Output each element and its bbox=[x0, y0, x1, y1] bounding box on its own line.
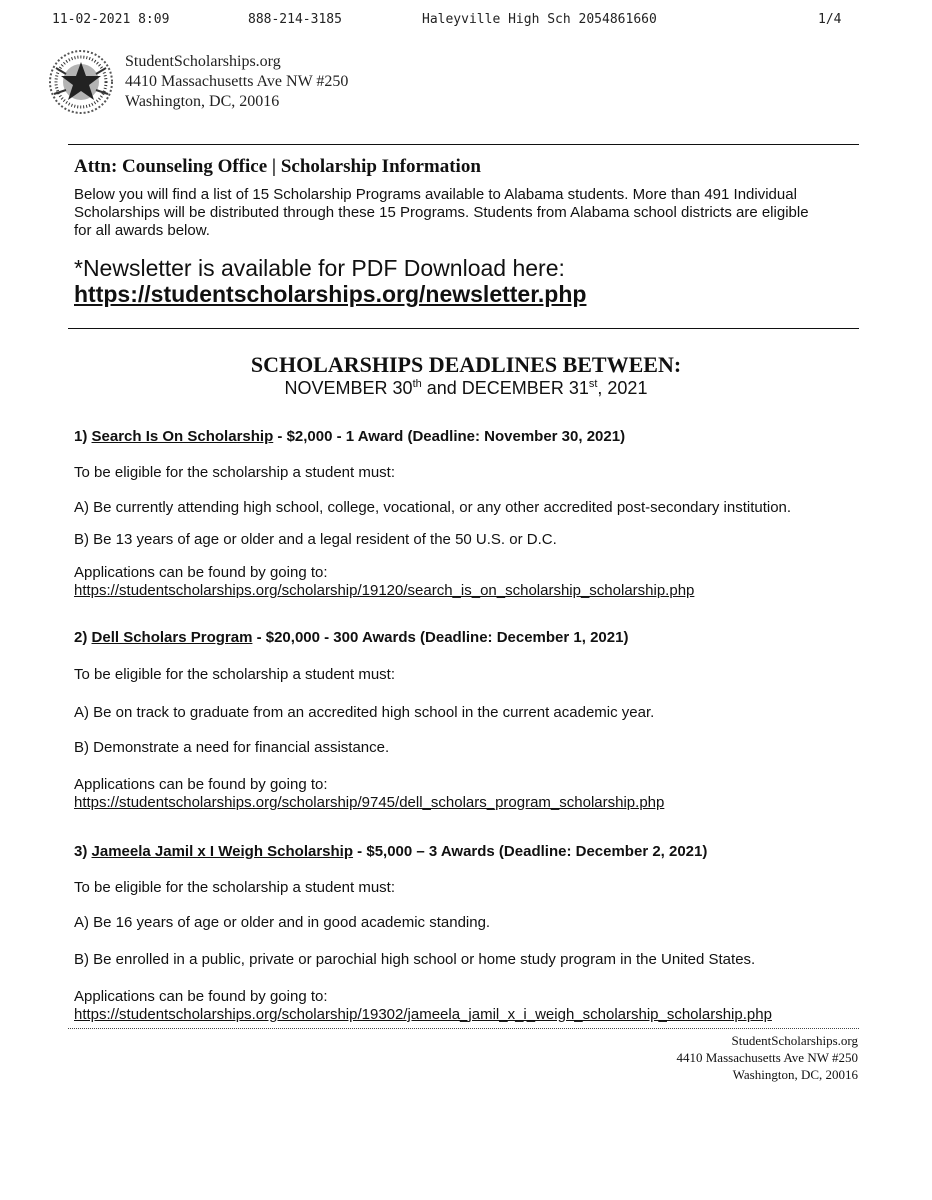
requirement-a: A) Be currently attending high school, college, vocational, or any other accredited post-secondary institution. bbox=[74, 499, 792, 516]
apply-text: Applications can be found by going to: bbox=[74, 988, 328, 1005]
fax-header bbox=[0, 12, 932, 32]
scholarship-number: 3) bbox=[74, 843, 88, 860]
newsletter-text: *Newsletter is available for PDF Download here: bbox=[74, 255, 565, 281]
scholarship-details: - $20,000 - 300 Awards (Deadline: December 1, 2021) bbox=[252, 629, 629, 646]
ordinal-suffix: st bbox=[588, 378, 598, 390]
application-link[interactable]: https://studentscholarships.org/scholarship/9745/dell_scholars_program_scholarship.php bbox=[74, 794, 665, 811]
scholarship-details: - $5,000 – 3 Awards (Deadline: December 2, 2021) bbox=[353, 843, 708, 860]
footer-address-line2: Washington, DC, 20016 bbox=[732, 1067, 858, 1082]
intro-line: Below you will find a list of 15 Scholarship Programs available to Alabama students. More than 491 Individual bbox=[74, 186, 797, 203]
divider bbox=[68, 328, 859, 329]
fax-sender: Haleyville High Sch 2054861660 bbox=[422, 12, 657, 27]
deadline-start: NOVEMBER 30 bbox=[284, 378, 413, 398]
footer-address-block bbox=[677, 1032, 859, 1083]
intro-line: Scholarships will be distributed through these 15 Programs. Students from Alabama school districts are eligible bbox=[74, 204, 809, 221]
requirement-a: A) Be 16 years of age or older and in good academic standing. bbox=[74, 914, 491, 931]
apply-text: Applications can be found by going to: bbox=[74, 776, 328, 793]
org-address-line2: Washington, DC, 20016 bbox=[125, 93, 280, 110]
footer-address-line1: 4410 Massachusetts Ave NW #250 bbox=[676, 1050, 858, 1065]
intro-line: for all awards below. bbox=[74, 222, 210, 239]
requirement-b: B) Be enrolled in a public, private or parochial high school or home study program in the United States. bbox=[74, 951, 756, 968]
apply-text: Applications can be found by going to: bbox=[74, 564, 328, 581]
scholarship-name[interactable]: Search Is On Scholarship bbox=[91, 428, 274, 445]
requirement-b: B) Be 13 years of age or older and a legal resident of the 50 U.S. or D.C. bbox=[74, 531, 557, 548]
org-address-block bbox=[125, 52, 348, 112]
scholarship-heading bbox=[74, 843, 707, 860]
requirement-b: B) Demonstrate a need for financial assistance. bbox=[74, 739, 390, 756]
seal-logo-icon bbox=[46, 48, 116, 116]
ordinal-suffix: th bbox=[412, 378, 422, 390]
org-address-line1: 4410 Massachusetts Ave NW #250 bbox=[125, 73, 349, 90]
eligibility-intro: To be eligible for the scholarship a student must: bbox=[74, 879, 396, 896]
newsletter-link[interactable]: https://studentscholarships.org/newsletter.php bbox=[74, 281, 587, 307]
scholarship-heading bbox=[74, 629, 628, 646]
scholarship-name[interactable]: Jameela Jamil x I Weigh Scholarship bbox=[91, 843, 354, 860]
newsletter-notice bbox=[74, 255, 586, 307]
requirement-a: A) Be on track to graduate from an accredited high school in the current academic year. bbox=[74, 704, 655, 721]
scholarship-number: 2) bbox=[74, 629, 88, 646]
footer-divider bbox=[68, 1028, 859, 1029]
scholarship-details: - $2,000 - 1 Award (Deadline: November 30, 2021) bbox=[273, 428, 626, 445]
deadlines-title: SCHOLARSHIPS DEADLINES BETWEEN: bbox=[250, 352, 682, 377]
scholarship-name[interactable]: Dell Scholars Program bbox=[91, 629, 253, 646]
fax-datetime: 11-02-2021 8:09 bbox=[52, 12, 170, 27]
attn-heading: Attn: Counseling Office | Scholarship Information bbox=[74, 156, 481, 177]
fax-number: 888-214-3185 bbox=[248, 12, 342, 27]
deadline-mid: and DECEMBER 31 bbox=[421, 378, 589, 398]
application-link[interactable]: https://studentscholarships.org/scholarship/19120/search_is_on_scholarship_scholarship.php bbox=[74, 582, 695, 599]
deadline-end: , 2021 bbox=[597, 378, 648, 398]
fax-page-count: 1/4 bbox=[818, 12, 842, 27]
scholarship-heading bbox=[74, 428, 625, 445]
eligibility-intro: To be eligible for the scholarship a student must: bbox=[74, 666, 396, 683]
org-name: StudentScholarships.org bbox=[125, 53, 281, 70]
scholarship-number: 1) bbox=[74, 428, 88, 445]
deadlines-subtitle bbox=[0, 378, 932, 399]
application-link[interactable]: https://studentscholarships.org/scholarship/19302/jameela_jamil_x_i_weigh_scholarship_scholarship.php bbox=[74, 1006, 772, 1023]
eligibility-intro: To be eligible for the scholarship a student must: bbox=[74, 464, 396, 481]
intro-paragraph bbox=[74, 186, 859, 240]
divider bbox=[68, 144, 859, 145]
footer-org-name: StudentScholarships.org bbox=[731, 1033, 858, 1048]
